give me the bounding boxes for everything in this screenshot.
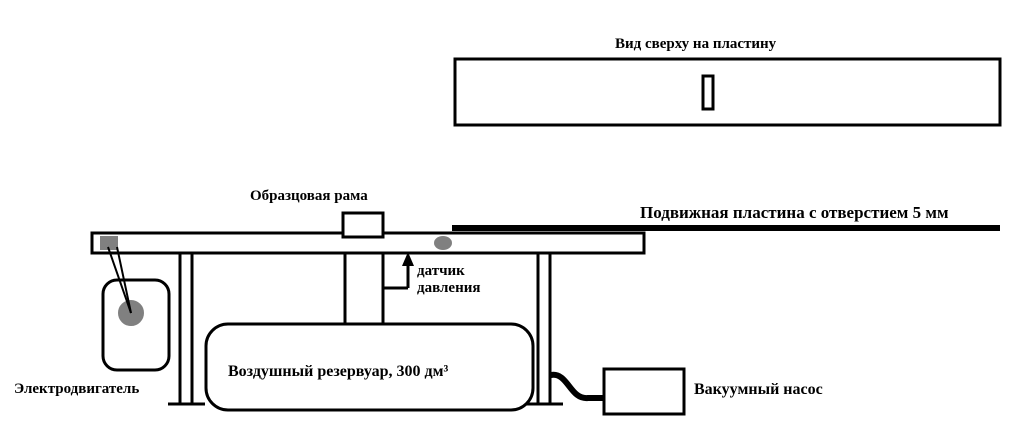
table-leg-left: [180, 253, 192, 404]
pressure-sensor-label-line1: датчик: [417, 263, 465, 279]
top-view-plate: [455, 59, 1000, 125]
electric-motor-label: Электродвигатель: [14, 381, 140, 397]
pressure-sensor-label: [417, 263, 480, 298]
air-tank-label: Воздушный резервуар, 300 дм³: [228, 363, 449, 380]
top-view-hole: [703, 76, 713, 109]
moving-plate-label: Подвижная пластина с отверстием 5 мм: [640, 203, 949, 222]
top-view-title: Вид сверху на пластину: [615, 36, 777, 52]
table-leg-right: [538, 253, 550, 404]
pressure-sensor-label-line2: давления: [417, 280, 481, 297]
sample-frame-label: Образцовая рама: [250, 188, 368, 204]
sample-frame-box: [343, 213, 383, 237]
vacuum-pump-label: Вакуумный насос: [694, 381, 823, 398]
vacuum-hose: [551, 375, 604, 398]
right-slider-pad: [434, 236, 452, 250]
vacuum-pump-body: [604, 369, 684, 414]
